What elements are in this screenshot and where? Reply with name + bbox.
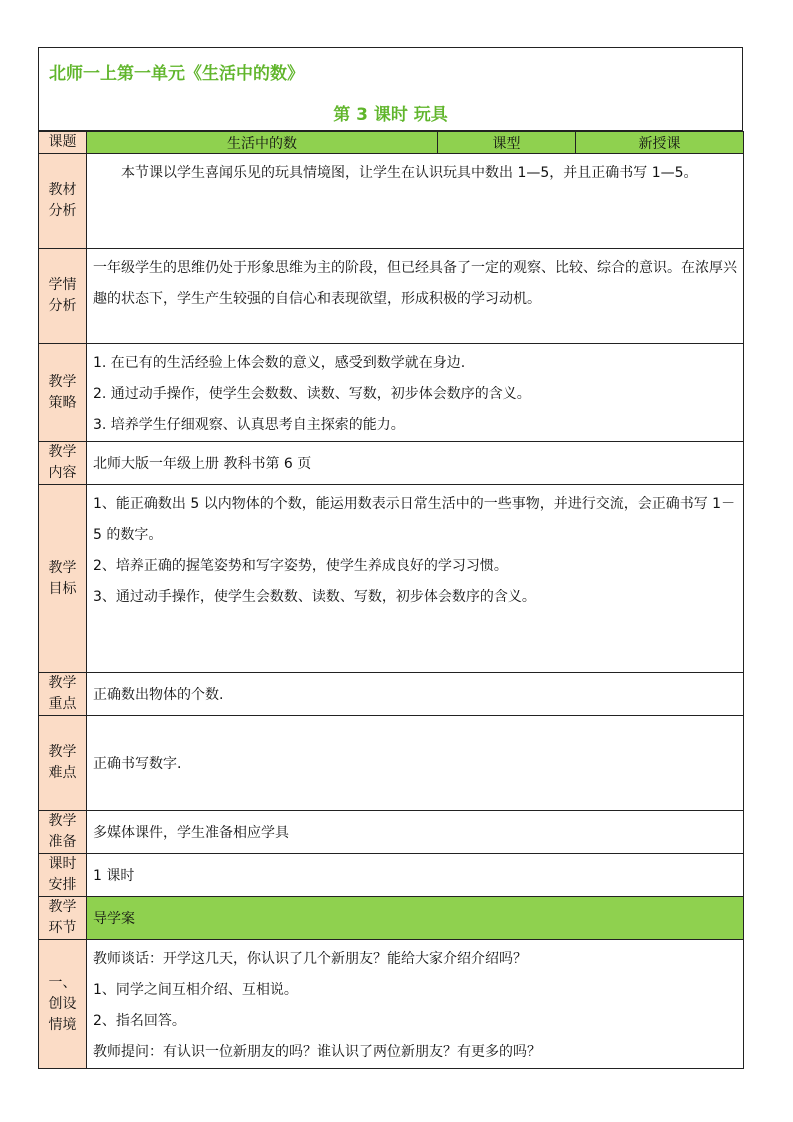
scenario-label: 一、 创设 情境 — [39, 940, 87, 1069]
content-row — [39, 442, 744, 485]
difficulty-text: 正确书写数字. — [87, 716, 744, 811]
schedule-text: 1 课时 — [87, 854, 744, 897]
list-item: 1、能正确数出 5 以内物体的个数，能运用数表示日常生活中的一些事物，并进行交流，会正确书写 1－5 的数字。 — [93, 496, 736, 543]
list-item: 教师谈话：开学这几天，你认识了几个新朋友？能给大家介绍介绍吗？ — [93, 951, 527, 967]
list-item: 2. 通过动手操作，使学生会数数、读数、写数，初步体会数序的含义。 — [93, 386, 531, 402]
schedule-label: 课时 安排 — [39, 854, 87, 897]
goals-list — [87, 485, 744, 673]
strategy-row — [39, 344, 744, 442]
list-item: 3、通过动手操作，使学生会数数、读数、写数，初步体会数序的含义。 — [93, 589, 536, 605]
material-label: 教材 分析 — [39, 154, 87, 249]
preparation-label: 教学 准备 — [39, 811, 87, 854]
lesson-table — [38, 131, 744, 1069]
title-block — [38, 47, 743, 131]
list-item: 1、同学之间互相介绍、互相说。 — [93, 982, 298, 998]
lesson-title: 第 3 课时 玩具 — [333, 105, 448, 125]
schedule-row — [39, 854, 744, 897]
type-label: 课型 — [438, 132, 576, 154]
goals-row — [39, 485, 744, 673]
key-point-row — [39, 673, 744, 716]
content-text: 北师大版一年级上册 教科书第 6 页 — [87, 442, 744, 485]
list-item: 1. 在已有的生活经验上体会数的意义，感受到数学就在身边. — [93, 355, 466, 371]
learner-label: 学情 分析 — [39, 249, 87, 344]
topic-label: 课题 — [39, 132, 87, 154]
content-label: 教学 内容 — [39, 442, 87, 485]
preparation-row — [39, 811, 744, 854]
list-item: 教师提问：有认识一位新朋友的吗？谁认识了两位新朋友？有更多的吗？ — [93, 1044, 541, 1060]
learner-text: 一年级学生的思维仍处于形象思维为主的阶段，但已经具备了一定的观察、比较、综合的意识。在浓厚兴趣的状态下，学生产生较强的自信心和表现欲望，形成积极的学习动机。 — [87, 249, 744, 344]
strategy-label: 教学 策略 — [39, 344, 87, 442]
stage-text: 导学案 — [87, 897, 744, 940]
topic-row — [39, 132, 744, 154]
key-point-label: 教学 重点 — [39, 673, 87, 716]
strategy-list — [87, 344, 744, 442]
list-item: 3. 培养学生仔细观察、认真思考自主探索的能力。 — [93, 417, 405, 433]
material-row — [39, 154, 744, 249]
scenario-row — [39, 940, 744, 1069]
stage-row — [39, 897, 744, 940]
topic-value: 生活中的数 — [87, 132, 438, 154]
lesson-plan — [38, 47, 743, 1069]
goals-label: 教学 目标 — [39, 485, 87, 673]
difficulty-row — [39, 716, 744, 811]
key-point-text: 正确数出物体的个数. — [87, 673, 744, 716]
scenario-list — [87, 940, 744, 1069]
type-value: 新授课 — [576, 132, 744, 154]
list-item: 2、指名回答。 — [93, 1013, 186, 1029]
material-text: 本节课以学生喜闻乐见的玩具情境图，让学生在认识玩具中数出 1—5，并且正确书写 1—5。 — [87, 154, 744, 249]
unit-title: 北师一上第一单元《生活中的数》 — [49, 64, 304, 84]
preparation-text: 多媒体课件，学生准备相应学具 — [87, 811, 744, 854]
stage-label: 教学 环节 — [39, 897, 87, 940]
difficulty-label: 教学 难点 — [39, 716, 87, 811]
learner-row — [39, 249, 744, 344]
list-item: 2、培养正确的握笔姿势和写字姿势，使学生养成良好的学习习惯。 — [93, 558, 508, 574]
